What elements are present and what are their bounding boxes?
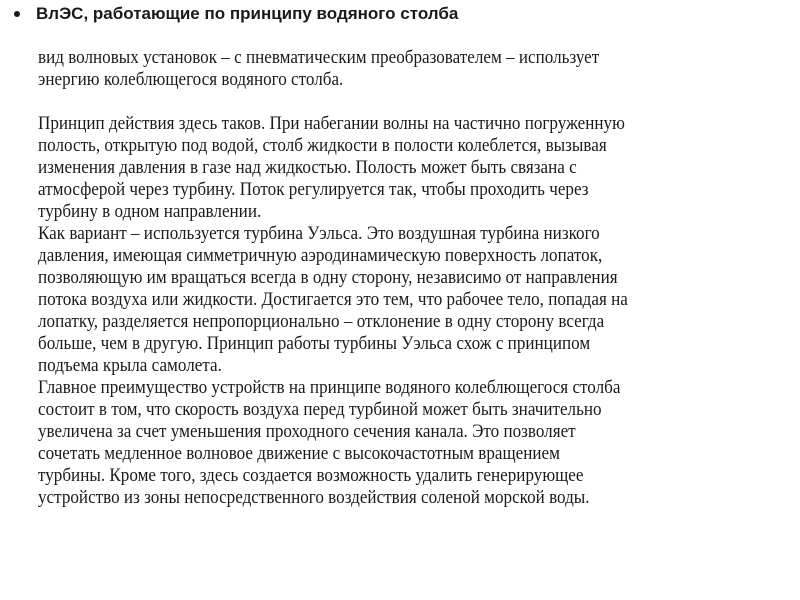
text-line: увеличена за счет уменьшения проходного сечения канала. Это позволяет [38, 421, 576, 442]
text-line: турбины. Кроме того, здесь создается возможность удалить генерирующее [38, 465, 584, 486]
text-line: полость, открытую под водой, столб жидкости в полости колеблется, вызывая [38, 135, 607, 156]
text-line: изменения давления в газе над жидкостью. Полость может быть связана с [38, 157, 577, 178]
text-line: больше, чем в другую. Принцип работы турбины Уэльса схож с принципом [38, 333, 591, 354]
text-line: потока воздуха или жидкости. Достигается это тем, что рабочее тело, попадая на [38, 289, 628, 310]
text-line: сочетать медленное волновое движение с высокочастотным вращением [38, 443, 560, 464]
text-line: Как вариант – используется турбина Уэльса. Это воздушная турбина низкого [38, 223, 600, 244]
text-line: Принцип действия здесь таков. При набегании волны на частично погруженную [38, 113, 625, 134]
text-line: устройство из зоны непосредственного воздействия соленой морской воды. [38, 487, 590, 508]
text-line: позволяющую им вращаться всегда в одну сторону, независимо от направления [38, 267, 618, 288]
slide-body [38, 47, 693, 509]
text-line: состоит в том, что скорость воздуха перед турбиной может быть значительно [38, 399, 602, 420]
paragraph-gap [38, 91, 693, 113]
text-line: давления, имеющая симметричную аэродинамическую поверхность лопаток, [38, 245, 603, 266]
text-line: турбину в одном направлении. [38, 201, 262, 222]
text-line: атмосферой через турбину. Поток регулируется так, чтобы проходить через [38, 179, 589, 200]
bullet-icon [14, 11, 20, 17]
text-line: лопатку, разделяется непропорционально – отклонение в одну сторону всегда [38, 311, 605, 332]
text-line: Главное преимущество устройств на принципе водяного колеблющегося столба [38, 377, 621, 398]
text-line: вид волновых установок – с пневматическим преобразователем – использует [38, 47, 600, 68]
text-line: подъема крыла самолета. [38, 355, 222, 376]
slide-heading-row [10, 2, 458, 26]
text-line: энергию колеблющегося водяного столба. [38, 69, 344, 90]
slide-title: ВлЭС, работающие по принципу водяного столба [36, 4, 459, 23]
